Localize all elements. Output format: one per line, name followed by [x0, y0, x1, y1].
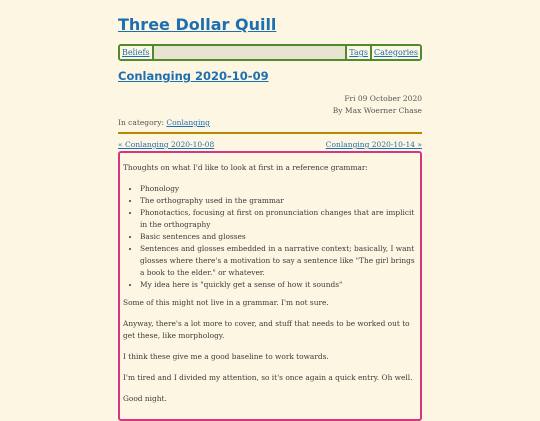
body-paragraph: Anyway, there's a lot more to cover, and stuff that needs to be worked out to get these, like morphology. [123, 319, 410, 340]
previous-post-link[interactable]: « Conlanging 2020-10-08 [118, 140, 215, 149]
body-paragraph: I think these give me a good baseline to work towards. [123, 352, 329, 361]
header-divider [118, 132, 422, 134]
site-title-link[interactable]: Three Dollar Quill [118, 15, 277, 34]
grammar-topics-list [123, 183, 416, 291]
list-item: • Sentences and glosses embedded in a narrative context; basically, I want glosses where there's a motivation to say a sentence like "The girl brings a book to the elder." or whatever. [140, 243, 416, 279]
post-date: Fri 09 October 2020 [344, 94, 422, 103]
category-label: In category: [118, 118, 164, 127]
nav-link-beliefs[interactable]: Beliefs [122, 48, 150, 57]
next-post-link[interactable]: Conlanging 2020-10-14 » [325, 140, 422, 149]
post-navigation [118, 140, 422, 149]
post-title-link[interactable]: Conlanging 2020-10-09 [118, 69, 269, 83]
top-navigation-bar [118, 44, 422, 61]
body-paragraph: I'm tired and I divided my attention, so it's once again a quick entry. Oh well. [123, 373, 413, 382]
list-item: • Phonotactics, focusing at first on pronunciation changes that are implicit in the orthography [140, 207, 416, 231]
intro-paragraph: Thoughts on what I'd like to look at first in a reference grammar: [123, 163, 368, 172]
body-paragraph: Good night. [123, 394, 167, 403]
list-item: • Phonology [140, 183, 416, 195]
list-item: • Basic sentences and glosses [140, 231, 416, 243]
category-link[interactable]: Conlanging [166, 118, 210, 127]
body-paragraph: Some of this might not live in a grammar. I'm not sure. [123, 298, 329, 307]
nav-spacer [154, 46, 346, 59]
nav-link-categories[interactable]: Categories [374, 48, 418, 57]
post-category-line [118, 118, 210, 127]
list-item: • My idea here is "quickly get a sense of how it sounds" [140, 279, 416, 291]
post-content [118, 151, 422, 421]
nav-link-tags[interactable]: Tags [349, 48, 368, 57]
list-item: • The orthography used in the grammar [140, 195, 416, 207]
post-author: By Max Woerner Chase [332, 106, 422, 115]
